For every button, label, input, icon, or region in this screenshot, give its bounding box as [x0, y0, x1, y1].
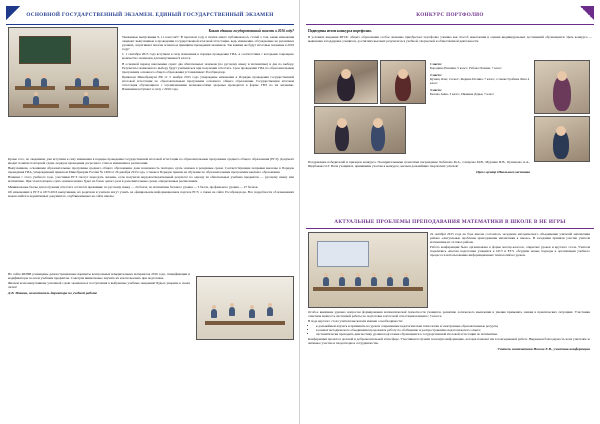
paragraph: Желаем всем выпускникам успешной сдачи экзаменов и поступления в выбранные учебные заведения! Будьте уверены в своих силах!: [8, 281, 190, 290]
recommendations-list: [308, 324, 590, 336]
section-banner-title: АКТУАЛЬНЫЕ ПРОБЛЕМЫ ПРЕПОДАВАНИЯ МАТЕМАТИКИ В ШКОЛЕ В НЕ ИГРЫ: [334, 219, 566, 225]
paragraph: В условиях введения ФГОС общего образования особое значение приобретает портфолио ученика как способ накопления и оценки индивидуальных достижений обучающихся. Цель конкурса — выявление и поддержка учащихся, достигших высоких результатов в учебной, творческой и общественной деятельности.: [308, 35, 592, 44]
list-item: • в дальнейшем изучать и применять на уроках современные педагогические технологии и электронные образовательные ресурсы;: [316, 324, 590, 328]
winner-entry: [430, 88, 530, 96]
winner-place: 1 место:: [430, 62, 443, 66]
exam-classroom-photo: [8, 27, 118, 117]
right-banner-title: КОНКУРС ПОРТФОЛИО: [416, 12, 484, 18]
winner-names: Кузнец Олег, 2 класс, Федина Полина, 7 класс, а также Гробина Лиза 4 класс: [430, 77, 530, 85]
right-banner: [306, 6, 594, 25]
corner-ornament: [580, 6, 594, 20]
winner-names: Бородина Евгения, 5 класс, Рабова Полина, 7 класс: [430, 66, 502, 70]
paragraph: Об изменениях в ЕГЭ и ОГЭ-2016 выпускники, их родители и учителя могут узнать на официальном информационном портале ЕГЭ, а также на сайте Рособрнадзора. Все подробности об изменениях можно найти в нормативных документах, опубликованных на сайте школы.: [8, 189, 294, 198]
winner-photo: [314, 60, 378, 104]
paragraph: Уважаемые выпускники 9, 11 классов!!! В прошлом году в печати много публиковалось статей о том, какие изменения ожидают выпускников в проведении государственной итоговой аттестации, ведь изменения, обсуждаемые на различных уровнях, затрагивают многие аспекты и принципы проведения экзаменов. Так какими же будут итоговые экзамены в 2016 году?: [122, 35, 294, 52]
winner-place: 2 место:: [430, 73, 443, 77]
paragraph: Минимальные баллы для получения аттестата остаются прежними: по русскому языку — 24 балла, по математике базового уровня — 3 балла, профильного уровня — 27 баллов.: [8, 184, 259, 189]
section-signature: Учитель математики Носова Е.В., участник конференции: [497, 346, 590, 351]
section-banner: [306, 216, 594, 229]
winner-photo: [380, 60, 426, 104]
winner-names: Белова Анна, 3 класс, Ивакина Дарья, 7 класс: [430, 92, 495, 96]
math-conference-section: [306, 216, 594, 351]
left-banner: [6, 6, 294, 25]
list-item: • в рамках методического объединения продолжить работу по обобщению и распространению педагогического опыта;: [316, 328, 590, 332]
winner-entry: [430, 62, 530, 70]
right-page: [300, 0, 600, 424]
paragraph: Конференция прошла в деловой и доброжелательной атмосфере. Участники получили полезную информацию, которая поможет им в повседневной работе. Выражаем благодарность всем учителям за активное участие и плодотворное сотрудничество.: [308, 336, 590, 345]
paragraph: Особое внимание уделено вопросам формирования математической грамотности учащихся, развитию логического мышления и умения применять знания в практических ситуациях. Участники отметили важность системной работы по подготовке к итоговой аттестации начиная с 5 класса.: [308, 310, 590, 319]
paragraph: Начиная с этого учебного года, участники ЕГЭ смогут пересдать экзамен, если получили неудовлетворительный результат по одному из обязательных учебных предметов — русскому языку или математике. При этом повторно сдать экзамен можно будет не более одного раза в дополнительные сроки, определенные расписанием.: [8, 175, 294, 184]
paragraph: На сайте ФИПИ размещены демонстрационные варианты контрольных измерительных материалов 2016 года, спецификации и кодификаторы по всем учебным предметам. Советуем внимательно изучить их и использовать при подготовке.: [8, 272, 190, 281]
article-title: Каким единым государственный экзамен в 2016 году?: [208, 29, 294, 33]
students-photo: [196, 276, 294, 340]
conference-photo: [308, 232, 428, 308]
paragraph: Кроме того, по сведениям, уже вступили в силу изменения в порядке проведения государственной итоговой аттестации по образовательным программам среднего общего образования (ЕГЭ). Документ вводит понятие повторной сдачи, порядок проведения досрочного этапа и изменения в расписании.: [8, 157, 294, 166]
paragraph: В основной период школьники сдают два обязательных экзамена (по русскому языку и математике) и два по выбору. Результаты экзаменов по выбору будут учитываться при получении аттестата. Срок проведения ГИА по образовательным программам основного общего образования устанавливает Рособрнадзор.: [122, 61, 294, 74]
paragraph: Поздравляем победителей и призеров конкурса. Поощрительными грамотами награждены: Кабанова М.А., Сапарова М.В., Мурзина И.В., Кузнецова А.А., Щербакова О.Г. Всем учащимся, принявшим участие в конкурсе, желаем дальнейших творческих успехов!: [308, 160, 530, 169]
winner-photo: [534, 60, 590, 114]
contest-title: Подведены итоги конкурса портфолио.: [308, 29, 372, 33]
signature: Д.В. Мишин, заместитель директора по учебной работе: [8, 291, 98, 296]
paragraph: Работа конференции была организована в форме мастер-классов, открытых уроков и круглого стола. Учителя поделились опытом подготовки учащихся к ОГЭ и ЕГЭ, обсудили новые подходы к организации учебного процесса и использованию информационных технологий на уроках.: [430, 245, 590, 258]
contest-signature: Пресс-центр Школьного вестника: [476, 170, 530, 175]
corner-ornament: [6, 6, 20, 20]
winner-place: 3 место:: [430, 88, 443, 92]
paragraph: Выпускникам, освоившим образовательные программы среднего общего образования, дана возможность повторно сдать экзамен в резервные сроки. Соответствующие поправки внесены в Порядок проведения ГИА, утвержденный приказом Минобрнауки России № 1400 от 26 декабря 2013 года, а также в Порядок приема на обучение по образовательным программам высшего образования.: [8, 166, 294, 175]
paragraph: В ходе круглого стола учителя высказали мнение о необходимости:: [308, 319, 403, 324]
paragraph: Приказом Минобрнаузи РФ от 5 ноября 2015 года утверждены изменения в Порядке проведения государственной итоговой аттестации по образовательным программам основного общего образования. Государственная итоговая аттестация обучающихся с ограниченными возможностями здоровья проводится в форме ГВЭ по их желанию. Изменения вступают в силу с 2016 года.: [122, 74, 294, 92]
winner-photo: [534, 116, 590, 162]
list-item: • систематически проводить диагностику уровня подготовки обучающихся к государственной итоговой аттестации по математике.: [316, 332, 590, 336]
paragraph: С 1 сентября 2015 года вступили в силу изменения в порядке проведения ГИА, в соответствии с которыми сокращено количество экзаменов для выпускников 9 класса.: [122, 52, 294, 61]
left-banner-title: ОСНОВНОЙ ГОСУДАРСТВЕННЫЙ ЭКЗАМЕН. ЕДИНЫЙ ГОСУДАРСТВЕННЫЙ ЭКЗАМЕН: [26, 12, 274, 18]
winner-entry: [430, 73, 530, 85]
winner-photo: [314, 106, 406, 154]
paragraph: 22 октября 2015 года на базе школы состоялось заседание методического объединения учителей математики района «Актуальные проблемы преподавания математики в школе». В заседании приняли участие учителя математики из 12 школ района.: [430, 232, 590, 245]
